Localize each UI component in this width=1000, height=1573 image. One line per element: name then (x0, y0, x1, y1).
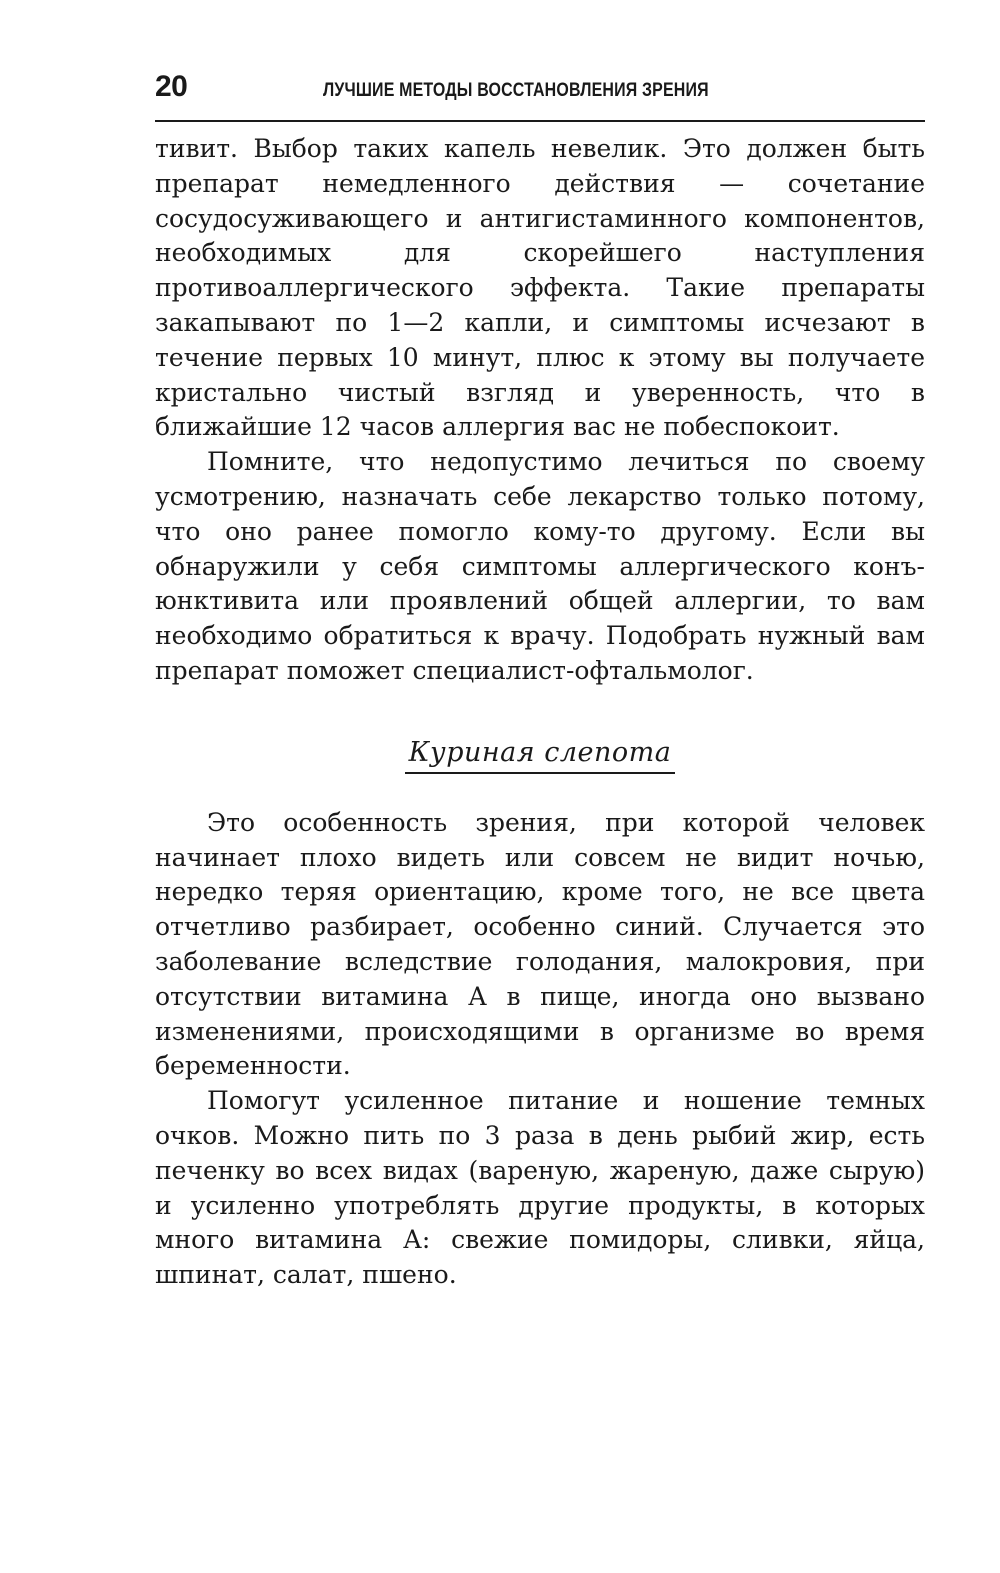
section-heading-wrap (155, 737, 925, 774)
paragraph-continuation: тивит. Выбор таких капель невелик. Это должен быть препарат немедленного действия — сочетание сосудосуживающего и антигистаминного компонентов, необходимых для скорейшего наступления противоаллергического эффекта. Такие препараты закапывают по 1—2 капли, и симптомы исчезают в течение первых 10 минут, плюс к этому вы получаете кристально чистый взгляд и уверенность, что в ближайшие 12 часов аллергия вас не побеспокоит. (155, 134, 925, 442)
paragraph-night-blindness-treatment: Помогут усиленное питание и ношение темных очков. Можно пить по 3 раза в день рыбий жир, есть печенку во всех видах (вареную, жареную, даже сырую) и усиленно употреблять другие продукты, в которых много витамина А: свежие помидоры, сливки, яйца, шпинат, салат, пшено. (155, 1086, 925, 1290)
page-number: 20 (155, 70, 188, 103)
paragraph-night-blindness-description: Это особенность зрения, при которой человек начинает плохо видеть или совсем не видит ночью, нередко теряя ориентацию, кроме того, не все цвета отчетливо разбирает, особенно синий. Случается это заболевание вследствие голодания, малокровия, при отсутствии витамина А в пище, иногда оно вызвано изменениями, происходящими в организме во время беременности. (155, 807, 925, 1081)
paragraph-self-treatment-warning: Помните, что недопустимо лечиться по своему усмотрению, назначать себе лекарство только потому, что оно ранее помогло кому-то другому. Если вы обнаружили у себя симптомы аллергического конъюнктивита или проявлений общей аллергии, то вам необходимо обратиться к врачу. Подобрать нужный вам препарат поможет специалист-офтальмолог. (155, 447, 925, 685)
section-heading: Куриная слепота (405, 737, 676, 774)
running-head (155, 70, 925, 122)
body-text (155, 132, 925, 1293)
running-title: ЛУЧШИЕ МЕТОДЫ ВОССТАНОВЛЕНИЯ ЗРЕНИЯ (323, 80, 710, 101)
book-page (155, 70, 925, 1293)
